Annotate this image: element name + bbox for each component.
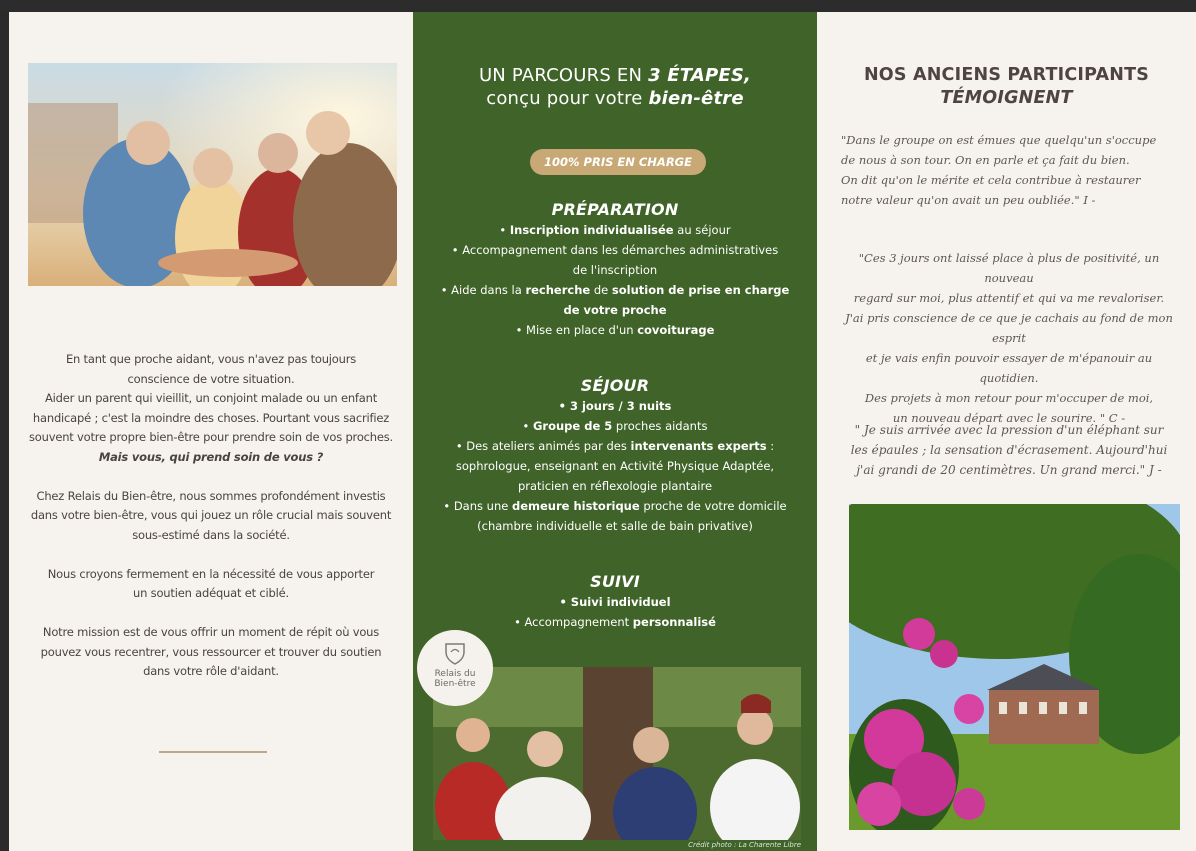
mission-statement-line: pouvez vous recentrer, vous ressourcer et trouver du soutien xyxy=(40,644,382,659)
parcours-title xyxy=(413,64,817,110)
quote-line: et je vais enfin pouvoir essayer de m'épanouir au quotidien. xyxy=(865,351,1153,385)
suivi-item: • Accompagnement personnalisé xyxy=(514,615,716,629)
logo-text: Relais du xyxy=(434,669,476,679)
sejour-heading: SÉJOUR xyxy=(580,376,650,395)
intro-question: Mais vous, qui prend soin de vous ? xyxy=(98,449,324,464)
intro-line: En tant que proche aidant, vous n'avez pas toujours xyxy=(65,352,357,366)
mission-statement-line: Notre mission est de vous offrir un moment de répit où vous xyxy=(42,625,380,639)
quote-line: "Ces 3 jours ont laissé place à plus de positivité, un nouveau xyxy=(858,251,1160,285)
coverage-badge: 100% PRIS EN CHARGE xyxy=(530,149,706,175)
intro-text xyxy=(29,350,393,701)
quote-line: un nouveau départ avec le sourire. " C - xyxy=(892,411,1126,425)
intro-line: handicapé ; c'est la moindre des choses. Pourtant vous sacrifiez xyxy=(32,410,390,425)
intro-line: souvent votre propre bien-être pour prendre soin de vos proches. xyxy=(29,430,394,444)
quote-line: de nous à son tour. On en parle et ça fait du bien. xyxy=(841,153,1130,167)
quote-line: notre valeur qu'on avait un peu oubliée." I - xyxy=(841,193,1096,207)
belief-line: un soutien adéquat et ciblé. xyxy=(133,586,289,600)
testimonial-quote xyxy=(841,248,1177,428)
mission-statement-line: dans votre rôle d'aidant. xyxy=(143,664,279,678)
group-women-photo xyxy=(433,667,801,840)
right-panel xyxy=(817,12,1196,851)
sejour-item: • 3 jours / 3 nuits xyxy=(558,399,672,413)
quote-line: J'ai pris conscience de ce que je cachais au fond de mon esprit xyxy=(845,311,1173,345)
testimonials-title xyxy=(817,64,1196,110)
suivi-heading: SUIVI xyxy=(590,572,640,591)
manor-garden-photo xyxy=(849,504,1180,830)
suivi-item: • Suivi individuel xyxy=(559,595,671,609)
sejour-item: praticien en réflexologie plantaire xyxy=(517,479,713,493)
seniors-hands-photo xyxy=(28,63,397,286)
subtitle-emphasis: bien-être xyxy=(648,88,744,109)
title-emphasis: 3 ÉTAPES, xyxy=(648,65,752,86)
intro-line: conscience de votre situation. xyxy=(127,371,295,386)
suivi-section xyxy=(423,572,807,632)
preparation-section xyxy=(423,200,807,340)
preparation-item: de votre proche xyxy=(563,303,667,317)
sejour-item: • Groupe de 5 proches aidants xyxy=(522,419,708,433)
testimonials-title-line: NOS ANCIENS PARTICIPANTS xyxy=(863,65,1150,85)
sejour-item: (chambre individuelle et salle de bain privative) xyxy=(477,519,753,533)
section-divider xyxy=(159,751,267,753)
logo-text: Bien-être xyxy=(434,679,476,689)
mission-line: dans votre bien-être, vous qui jouez un rôle crucial mais souvent xyxy=(30,508,392,522)
preparation-item: • Inscription individualisée au séjour xyxy=(499,223,731,237)
photo-credit: Crédit photo : La Charente Libre xyxy=(688,841,801,849)
mission-line: sous-estimé dans la société. xyxy=(132,527,290,542)
preparation-item: • Aide dans la recherche de solution de prise en charge xyxy=(440,283,790,297)
belief-line: Nous croyons fermement en la nécessité de vous apporter xyxy=(47,566,375,581)
relais-logo xyxy=(417,630,493,706)
quote-line: On dit qu'on le mérite et cela contribue à restaurer xyxy=(841,173,1141,187)
preparation-item: • Mise en place d'un covoiturage xyxy=(515,323,715,337)
sejour-item: sophrologue, enseignant en Activité Physique Adaptée, xyxy=(455,459,775,473)
testimonial-quote xyxy=(841,130,1177,210)
sejour-item: • Dans une demeure historique proche de votre domicile xyxy=(443,499,787,513)
quote-line: Des projets à mon retour pour m'occuper de moi, xyxy=(864,391,1154,405)
shield-icon xyxy=(442,640,468,666)
sejour-item: • Des ateliers animés par des intervenants experts : xyxy=(455,439,775,453)
preparation-heading: PRÉPARATION xyxy=(551,200,679,219)
title-text: UN PARCOURS EN xyxy=(478,65,649,86)
testimonial-quote xyxy=(841,420,1177,480)
sejour-section xyxy=(423,376,807,536)
intro-line: Aider un parent qui vieillit, un conjoint malade ou un enfant xyxy=(44,391,378,405)
subtitle-text: conçu pour votre xyxy=(486,88,649,109)
quote-line: "Dans le groupe on est émues que quelqu'un s'occupe xyxy=(841,133,1157,147)
middle-panel xyxy=(413,12,817,851)
mission-line: Chez Relais du Bien-être, nous sommes profondément investis xyxy=(36,488,386,503)
quote-line: les épaules ; la sensation d'écrasement. Aujourd'hui xyxy=(850,443,1168,457)
top-bar xyxy=(0,0,1196,12)
left-panel xyxy=(9,12,413,851)
testimonials-title-line: TÉMOIGNENT xyxy=(940,88,1073,108)
quote-line: regard sur moi, plus attentif et qui va me revaloriser. xyxy=(853,291,1165,305)
preparation-item: • Accompagnement dans les démarches administratives xyxy=(451,243,779,257)
quote-line: " Je suis arrivée avec la pression d'un éléphant sur xyxy=(854,423,1164,437)
quote-line: j'ai grandi de 20 centimètres. Un grand merci." J - xyxy=(856,463,1162,477)
preparation-item: de l'inscription xyxy=(572,263,658,277)
